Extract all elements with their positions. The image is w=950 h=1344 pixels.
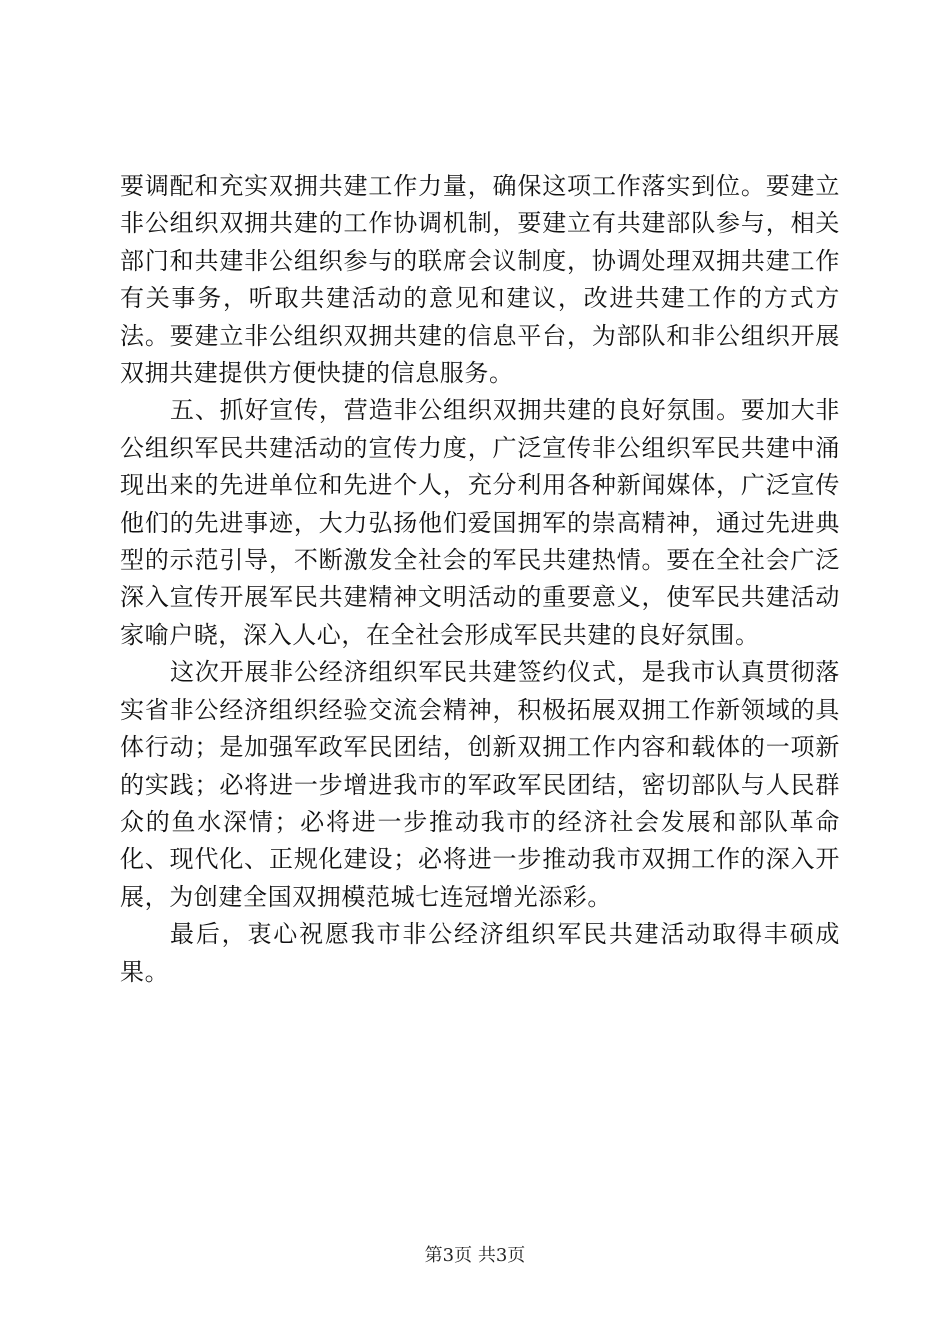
document-body bbox=[120, 168, 840, 991]
paragraph-4: 最后，衷心祝愿我市非公经济组织军民共建活动取得丰硕成果。 bbox=[120, 920, 840, 986]
page-number-footer: 第3页 共3页 bbox=[424, 1245, 526, 1266]
paragraph-1: 要调配和充实双拥共建工作力量，确保这项工作落实到位。要建立非公组织双拥共建的工作协调机制，要建立有共建部队参与，相关部门和共建非公组织参与的联席会议制度，协调处理双拥共建工作有关事务，听取共建活动的意见和建议，改进共建工作的方式方法。要建立非公组织双拥共建的信息平台，为部队和非公组织开展双拥共建提供方便快捷的信息服务。 bbox=[120, 172, 840, 388]
paragraph-2: 五、抓好宣传，营造非公组织双拥共建的良好氛围。要加大非公组织军民共建活动的宣传力度，广泛宣传非公组织军民共建中涌现出来的先进单位和先进个人，充分利用各种新闻媒体，广泛宣传他们的先进事迹，大力弘扬他们爱国拥军的崇高精神，通过先进典型的示范引导，不断激发全社会的军民共建热情。要在全社会广泛深入宣传开展军民共建精神文明活动的重要意义，使军民共建活动家喻户晓，深入人心，在全社会形成军民共建的良好氛围。 bbox=[120, 396, 840, 649]
paragraph-3: 这次开展非公经济组织军民共建签约仪式，是我市认真贯彻落实省非公经济组织经验交流会精神，积极拓展双拥工作新领域的具体行动；是加强军政军民团结，创新双拥工作内容和载体的一项新的实践；必将进一步增进我市的军政军民团结，密切部队与人民群众的鱼水深情；必将进一步推动我市的经济社会发展和部队革命化、现代化、正规化建设；必将进一步推动我市双拥工作的深入开展，为创建全国双拥模范城七连冠增光添彩。 bbox=[120, 658, 840, 911]
